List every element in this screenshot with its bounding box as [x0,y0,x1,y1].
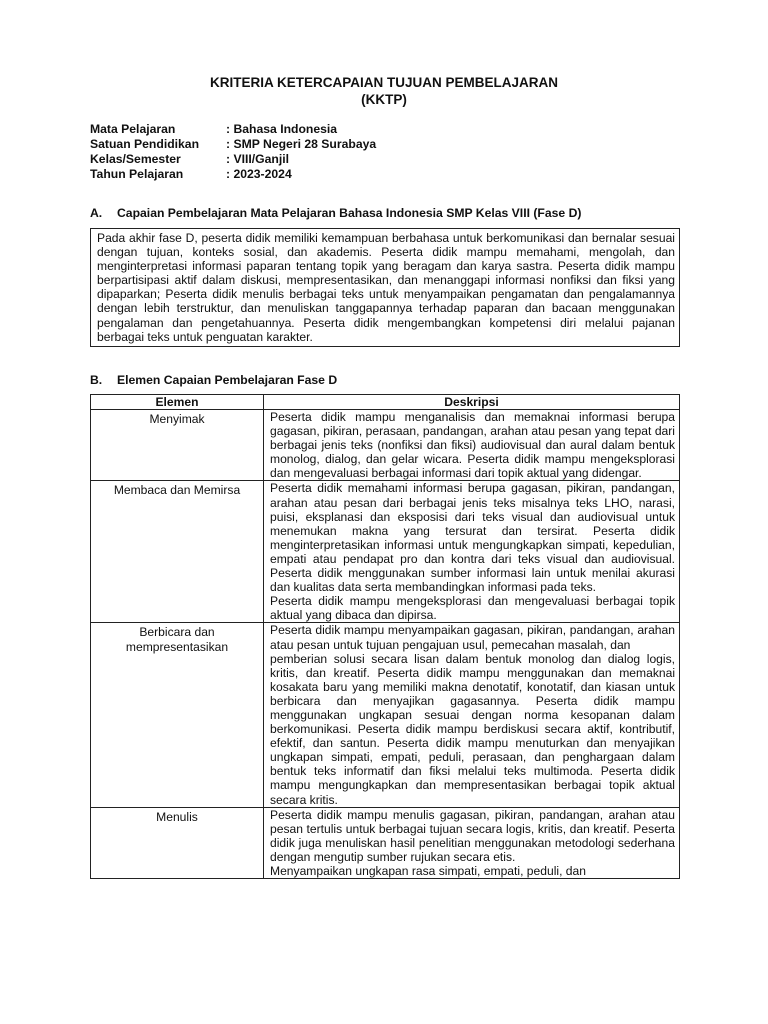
section-b-number: B. [90,373,103,387]
col-header-deskripsi: Deskripsi [264,395,680,410]
deskripsi-cell [264,481,680,623]
table-row [91,481,680,623]
deskripsi-cell [264,410,680,481]
section-a-title: Capaian Pembelajaran Mata Pelajaran Bahasa Indonesia SMP Kelas VIII (Fase D) [117,206,582,220]
meta-row [90,137,376,152]
deskripsi-paragraph: pemberian solusi secara lisan dalam bentuk monolog dan dialog logis, kritis, dan kreatif. Peserta didik mampu menggunakan dan memaknai kosakata baru yang memiliki makna denotatif, konotatif, dan kiasan untuk berbicara dan menyajikan gagasannya. Peserta didik mampu menggunakan ungkapan sesuai dengan norma kesopanan dalam berkomunikasi. Peserta didik mampu berdiskusi secara aktif, kontributif, efektif, dan santun. Peserta didik mampu menuturkan dan menyajikan ungkapan simpati, empati, peduli, perasaan, dan penghargaan dalam bentuk teks informatif dan fiksi melalui teks multimoda. Peserta didik mampu mengungkapkan dan mempresentasikan berbagai topik aktual secara kritis. [270,651,675,807]
table-row [91,410,680,481]
meta-row [90,167,376,182]
section-a-heading [90,206,581,220]
meta-label: Kelas/Semester [90,152,181,166]
section-a-number: A. [90,206,103,220]
meta-value: : VIII/Ganjil [226,152,289,166]
deskripsi-cell [264,807,680,878]
meta-value: : SMP Negeri 28 Surabaya [226,137,377,151]
table-row [91,623,680,807]
meta-label: Mata Pelajaran [90,122,176,136]
section-a-text-box: Pada akhir fase D, peserta didik memiliki kemampuan berbahasa untuk berkomunikasi dan bernalar sesuai dengan tujuan, konteks sosial, dan akademis. Peserta didik mampu memahami, mengolah, dan menginterpretasi informasi paparan tentang topik yang beragam dan karya sastra. Peserta didik mampu berpartisipasi aktif dalam diskusi, mempresentasikan, dan menanggapi informasi nonfiksi dan fiksi yang dipaparkan; Peserta didik menulis berbagai teks untuk menyampaikan pengamatan dan pengalamannya dengan lebih terstruktur, dan menuliskan tanggapannya terhadap paparan dan bacaan menggunakan pengalaman dan pengetahuannya. Peserta didik mengembangkan kompetensi diri melalui pajanan berbagai teks untuk penguatan karakter. [90,228,680,347]
elemen-table [90,394,680,879]
col-header-elemen: Elemen [91,395,264,410]
section-b-heading [90,373,337,387]
title-line-2: (KKTP) [361,92,407,107]
elemen-cell: Berbicara dan mempresentasikan [91,623,264,807]
table-row [91,807,680,878]
meta-value: : Bahasa Indonesia [226,122,338,136]
meta-row [90,122,376,137]
title-line-1: KRITERIA KETERCAPAIAN TUJUAN PEMBELAJARAN [209,75,558,90]
elemen-cell: Menulis [91,807,264,878]
elemen-cell: Menyimak [91,410,264,481]
section-b-title: Elemen Capaian Pembelajaran Fase D [117,373,338,387]
deskripsi-cell [264,623,680,807]
meta-label: Tahun Pelajaran [90,167,184,181]
deskripsi-paragraph: Peserta didik mampu menganalisis dan memaknai informasi berupa gagasan, pikiran, perasaan, pandangan, arahan atau pesan yang tepat dari berbagai jenis teks (nonfiksi dan fiksi) audiovisual dan aural dalam bentuk monolog, dialog, dan gelar wicara. Peserta didik mampu mengeksplorasi dan mengevaluasi berbagai informasi dari topik aktual yang didengar. [270,410,675,481]
meta-row [90,152,376,167]
elemen-cell: Membaca dan Memirsa [91,481,264,623]
deskripsi-paragraph: Peserta didik mampu menyampaikan gagasan, pikiran, pandangan, arahan atau pesan untuk tujuan pengajuan usul, pemecahan masalah, dan [270,623,675,652]
deskripsi-paragraph: Menyampaikan ungkapan rasa simpati, empati, peduli, dan [270,864,586,878]
meta-label: Satuan Pendidikan [90,137,200,151]
document-title [0,74,768,108]
table-header-row [91,395,680,410]
meta-value: : 2023-2024 [226,167,292,181]
meta-block [90,122,376,182]
deskripsi-paragraph: Peserta didik memahami informasi berupa gagasan, pikiran, pandangan, arahan atau pesan dari berbagai jenis teks misalnya teks LHO, narasi, puisi, eksplanasi dan eksposisi dari teks visual dan audiovisual untuk menemukan makna yang tersurat dan tersirat. Peserta didik menginterpretasikan informasi untuk mengungkapkan simpati, kepedulian, empati atau pendapat pro dan kontra dari teks visual dan audiovisual. Peserta didik menggunakan sumber informasi lain untuk menilai akurasi dan kualitas data serta membandingkan informasi pada teks. [270,481,675,595]
deskripsi-paragraph: Peserta didik mampu mengeksplorasi dan mengevaluasi berbagai topik aktual yang dibaca dan dipirsa. [270,594,675,623]
deskripsi-paragraph: Peserta didik mampu menulis gagasan, pikiran, pandangan, arahan atau pesan tertulis untuk berbagai tujuan secara logis, kritis, dan kreatif. Peserta didik juga menuliskan hasil penelitian menggunakan metodologi sederhana dengan mengutip sumber rujukan secara etis. [270,807,675,864]
